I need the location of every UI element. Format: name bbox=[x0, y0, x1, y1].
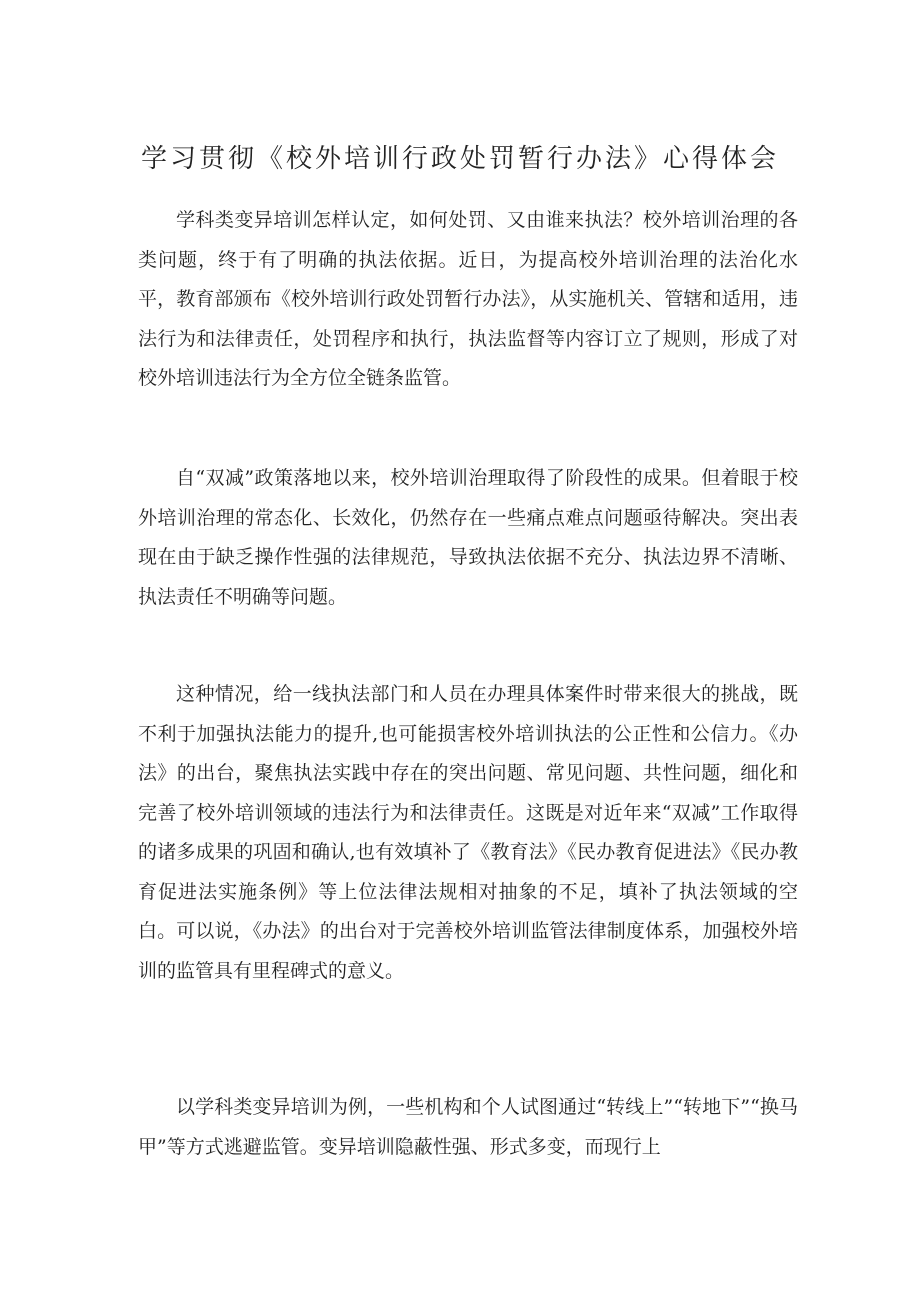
paragraph-2: 自“双减”政策落地以来，校外培训治理取得了阶段性的成果。但着眼于校外培训治理的常态化、长效化，仍然存在一些痛点难点问题亟待解决。突出表现在由于缺乏操作性强的法律规范，导致执法依据不充分、执法边界不清晰、执法责任不明确等问题。 bbox=[138, 467, 798, 608]
paragraph-3: 这种情况，给一线执法部门和人员在办理具体案件时带来很大的挑战，既不利于加强执法能力的提升,也可能损害校外培训执法的公正性和公信力。《办法》的出台，聚焦执法实践中存在的突出问题、常见问题、共性问题，细化和完善了校外培训领域的违法行为和法律责任。这既是对近年来“双减”工作取得的诸多成果的巩固和确认,也有效填补了《教育法》《民办教育促进法》《民办教育促进法实施条例》等上位法律法规相对抽象的不足，填补了执法领域的空白。可以说，《办法》的出台对于完善校外培训监管法律制度体系，加强校外培训的监管具有里程碑式的意义。 bbox=[138, 683, 798, 982]
document-title: 学习贯彻《校外培训行政处罚暂行办法》心得体会 bbox=[140, 144, 779, 174]
paragraph-4: 以学科类变异培训为例，一些机构和个人试图通过“转线上”“转地下”“换马甲”等方式逃避监管。变异培训隐蔽性强、形式多变，而现行上 bbox=[138, 1096, 798, 1158]
paragraph-1: 学科类变异培训怎样认定，如何处罚、又由谁来执法？校外培训治理的各类问题，终于有了明确的执法依据。近日，为提高校外培训治理的法治化水平，教育部颁布《校外培训行政处罚暂行办法》，从实施机关、管辖和适用，违法行为和法律责任，处罚程序和执行，执法监督等内容订立了规则，形成了对校外培训违法行为全方位全链条监管。 bbox=[138, 209, 798, 389]
